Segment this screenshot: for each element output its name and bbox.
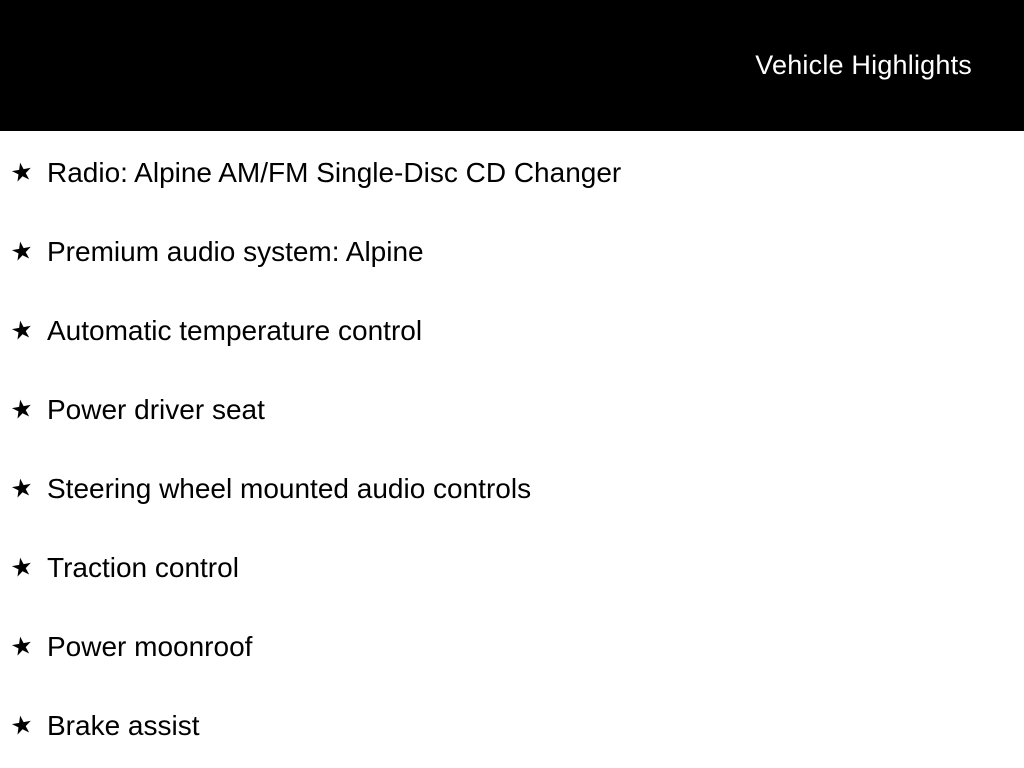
- list-item: [8, 449, 1024, 528]
- header: [0, 0, 1024, 131]
- list-item: [8, 686, 1024, 765]
- star-bullet-icon: ★: [8, 235, 36, 268]
- list-item: [8, 370, 1024, 449]
- feature-label: Steering wheel mounted audio controls: [47, 472, 532, 504]
- feature-label: Traction control: [47, 551, 239, 583]
- list-item: [8, 528, 1024, 607]
- star-bullet-icon: ★: [8, 156, 36, 189]
- feature-label: Power driver seat: [47, 393, 265, 425]
- list-item: [8, 212, 1024, 291]
- feature-list: [0, 131, 1024, 765]
- feature-label: Automatic temperature control: [47, 314, 423, 346]
- page-title: Vehicle Highlights: [755, 50, 972, 80]
- feature-label: Premium audio system: Alpine: [47, 235, 424, 267]
- feature-label: Radio: Alpine AM/FM Single-Disc CD Changer: [47, 156, 622, 188]
- star-bullet-icon: ★: [8, 314, 36, 347]
- star-bullet-icon: ★: [8, 551, 36, 584]
- star-bullet-icon: ★: [8, 472, 36, 505]
- list-item: [8, 607, 1024, 686]
- list-item: [8, 291, 1024, 370]
- feature-label: Brake assist: [47, 709, 200, 741]
- list-item: [8, 133, 1024, 212]
- star-bullet-icon: ★: [8, 630, 36, 663]
- star-bullet-icon: ★: [8, 709, 36, 742]
- feature-label: Power moonroof: [47, 630, 253, 662]
- star-bullet-icon: ★: [8, 393, 36, 426]
